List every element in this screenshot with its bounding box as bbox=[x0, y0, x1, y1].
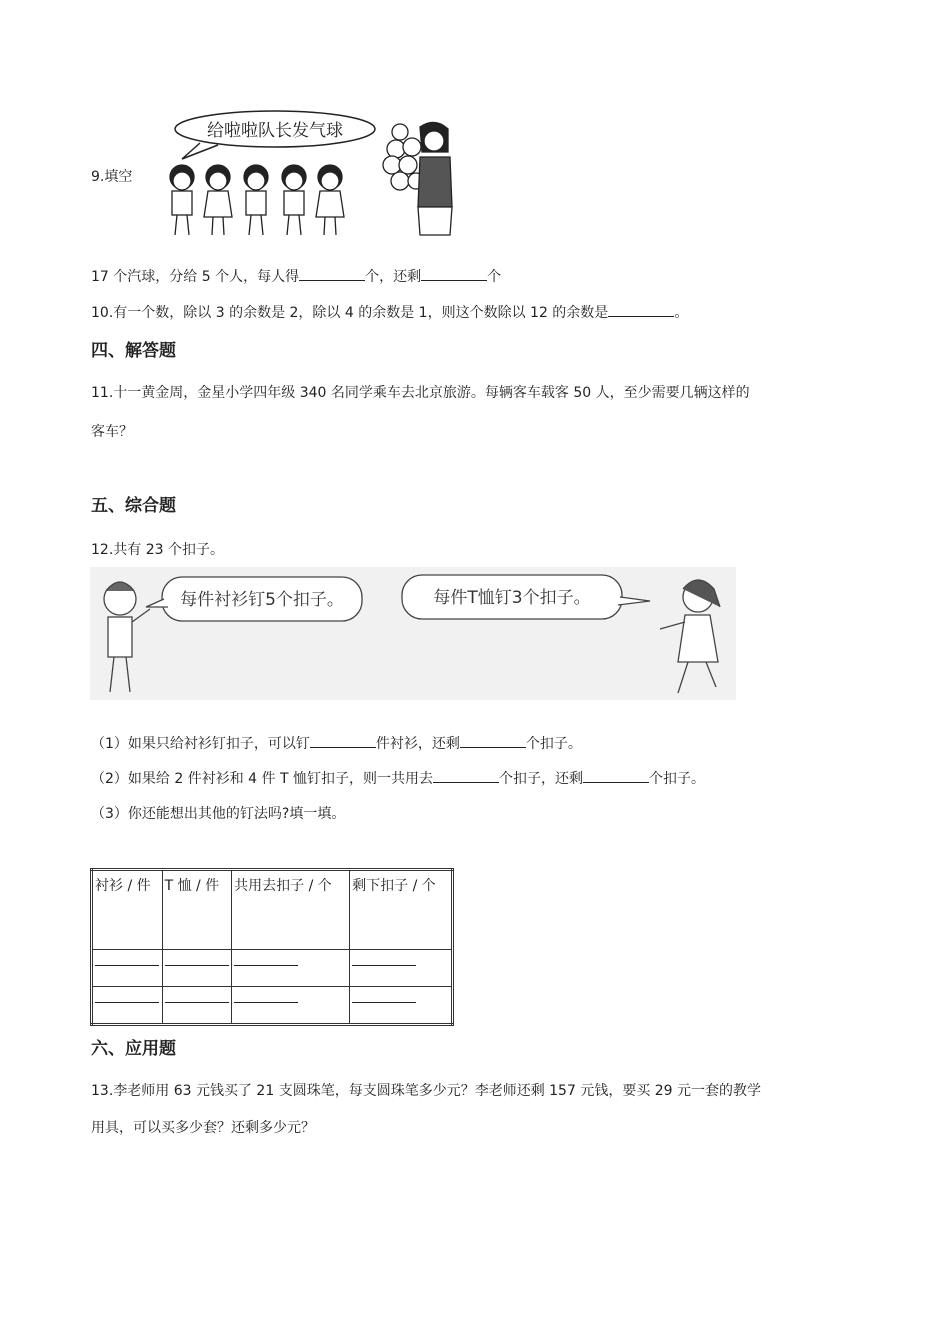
q12-p2-text-a: （2）如果给 2 件衬衫和 4 件 T 恤钉扣子，则一共用去 bbox=[91, 771, 433, 787]
q9-text-b: 个，还剩 bbox=[365, 269, 422, 285]
q12-p1-text-c: 个扣子。 bbox=[525, 736, 582, 752]
header-used: 共用去扣子 / 个 bbox=[232, 870, 350, 950]
child-figure-4 bbox=[282, 165, 306, 235]
section-4-heading: 四、解答题 bbox=[91, 341, 176, 361]
child-figure-3 bbox=[244, 165, 268, 235]
q12-part-2 bbox=[91, 768, 705, 788]
left-bubble-text: 每件衬衫钉5个扣子。 bbox=[180, 590, 344, 610]
header-shirts: 衬衫 / 件 bbox=[92, 870, 163, 950]
q12-p1-text-b: 件衬衫，还剩 bbox=[375, 736, 460, 752]
balloons bbox=[383, 124, 424, 190]
cell-tshirts-2[interactable] bbox=[162, 987, 232, 1025]
q12-p1-blank-2[interactable] bbox=[460, 735, 526, 748]
q10-answer-blank[interactable] bbox=[608, 304, 674, 317]
q10-text-a: 10.有一个数，除以 3 的余数是 2，除以 4 的余数是 1，则这个数除以 12 的余数是 bbox=[91, 305, 609, 321]
q13-line-2: 用具，可以买多少套？还剩多少元？ bbox=[91, 1120, 315, 1136]
child-figure-5 bbox=[316, 165, 344, 235]
cell-used-2[interactable] bbox=[232, 987, 350, 1025]
cell-used-1[interactable] bbox=[232, 950, 350, 987]
q12-stem: 12.共有 23 个扣子。 bbox=[91, 542, 224, 558]
q12-part-1 bbox=[91, 733, 582, 753]
q12-p2-blank-1[interactable] bbox=[433, 770, 499, 783]
header-left: 剩下扣子 / 个 bbox=[350, 870, 453, 950]
cheerleader-balloon-illustration bbox=[160, 107, 460, 242]
child-figure-2 bbox=[204, 165, 232, 235]
q9-text-a: 17 个汽球，分给 5 个人，每人得 bbox=[91, 269, 300, 285]
section-6-heading: 六、应用题 bbox=[91, 1039, 176, 1059]
cell-shirts-2[interactable] bbox=[92, 987, 163, 1025]
q9-answer-blank-1[interactable] bbox=[299, 268, 365, 281]
q12-p2-text-b: 个扣子，还剩 bbox=[498, 771, 583, 787]
cell-left-1[interactable] bbox=[350, 950, 453, 987]
cell-shirts-1[interactable] bbox=[92, 950, 163, 987]
teacher-figure bbox=[418, 122, 452, 235]
q10-text-b: 。 bbox=[674, 305, 689, 321]
button-dialogue-illustration bbox=[90, 567, 736, 700]
q11-line-1: 11.十一黄金周，金星小学四年级 340 名同学乘车去北京旅游。每辆客车载客 50 人，至少需要几辆这样的 bbox=[91, 385, 750, 401]
q9-text-c: 个 bbox=[487, 269, 502, 285]
q12-p1-text-a: （1）如果只给衬衫钉扣子，可以钉 bbox=[91, 736, 310, 752]
q12-part-3: （3）你还能想出其他的钉法吗?填一填。 bbox=[91, 806, 346, 822]
section-5-heading: 五、综合题 bbox=[91, 496, 176, 516]
table-header-row bbox=[92, 870, 453, 950]
girl-figure bbox=[660, 580, 720, 693]
q13-line-1: 13.李老师用 63 元钱买了 21 支圆珠笔，每支圆珠笔多少元？李老师还剩 157 元钱，要买 29 元一套的教学 bbox=[91, 1083, 762, 1099]
boy-figure bbox=[104, 582, 150, 692]
speech-bubble-text: 给啦啦队长发气球 bbox=[207, 121, 343, 141]
q10-question-line bbox=[91, 302, 688, 322]
q11-line-2: 客车？ bbox=[91, 424, 133, 440]
child-figure-1 bbox=[170, 165, 194, 235]
q12-p2-blank-2[interactable] bbox=[583, 770, 649, 783]
right-bubble-text: 每件T恤钉3个扣子。 bbox=[433, 588, 591, 608]
q12-p2-text-c: 个扣子。 bbox=[648, 771, 705, 787]
q9-label: 9.填空 bbox=[91, 169, 133, 185]
q12-p1-blank-1[interactable] bbox=[310, 735, 376, 748]
table-row bbox=[92, 987, 453, 1025]
table-row bbox=[92, 950, 453, 987]
q9-answer-blank-2[interactable] bbox=[421, 268, 487, 281]
cell-left-2[interactable] bbox=[350, 987, 453, 1025]
buttons-fill-table bbox=[90, 868, 454, 1026]
cell-tshirts-1[interactable] bbox=[162, 950, 232, 987]
q9-question-line bbox=[91, 266, 501, 286]
header-tshirts: T 恤 / 件 bbox=[162, 870, 232, 950]
